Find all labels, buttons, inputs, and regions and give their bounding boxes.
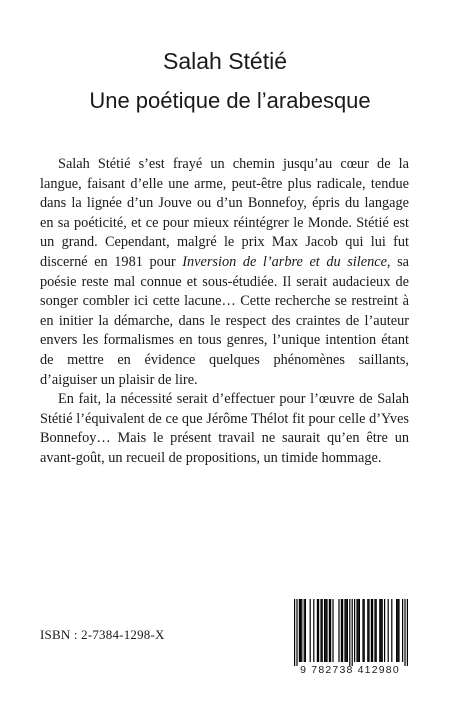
barcode-bar — [347, 599, 348, 662]
barcode-bar — [324, 599, 325, 662]
barcode-bar — [374, 599, 375, 662]
barcode-bar — [376, 599, 377, 662]
barcode-bar — [301, 599, 302, 662]
barcode-bar — [329, 599, 330, 662]
barcode-bar — [305, 599, 306, 662]
barcode-bar — [332, 599, 333, 662]
back-cover-blurb — [40, 155, 409, 469]
blurb-paragraph-2: En fait, la nécessité serait d’effectuer pour l’œuvre de Salah Stétié l’équivalent de ce que Jérôme Thélot fit pour celle d’Yves Bonnefoy… Mais le présent travail ne saurait qu’en être un avant-goût, un recueil de propositions, un timide hommage. — [40, 391, 409, 466]
barcode-bar — [326, 599, 327, 662]
barcode-bar — [382, 599, 383, 662]
book-subtitle: Une poétique de l’arabesque — [89, 88, 371, 113]
barcode-bar — [352, 599, 353, 666]
barcode-bar — [372, 599, 373, 662]
barcode-bar — [396, 599, 397, 662]
barcode-bar — [368, 599, 369, 662]
barcode-bar — [371, 599, 372, 662]
author-name: Salah Stétié — [162, 48, 288, 74]
barcode-bar — [322, 599, 323, 662]
barcode-bar — [294, 599, 295, 666]
barcode-bar — [296, 599, 297, 666]
barcode-bar — [354, 599, 355, 662]
barcode-bar — [338, 599, 339, 662]
barcode-bar — [349, 599, 350, 666]
barcode-bar — [358, 599, 359, 662]
barcode-bar — [310, 599, 311, 662]
barcode-number: 9 782738 412980 — [300, 664, 400, 676]
book-title-italic: Inversion de l’arbre et du silence — [182, 253, 387, 270]
barcode-bar — [320, 599, 321, 662]
barcode-bar — [318, 599, 319, 662]
barcode-bar — [384, 599, 385, 662]
barcode-bar — [407, 599, 408, 666]
barcode-bar — [317, 599, 318, 662]
barcode-bar — [362, 599, 363, 662]
barcode-bar — [359, 599, 360, 662]
barcode-bar — [341, 599, 342, 662]
barcode-bar — [346, 599, 347, 662]
barcode-bar — [397, 599, 398, 662]
barcode-bar — [402, 599, 403, 662]
barcode-bar — [299, 599, 300, 662]
barcode-bar — [404, 599, 405, 666]
barcode — [288, 596, 412, 678]
barcode-bar — [356, 599, 357, 662]
barcode-bar — [342, 599, 343, 662]
blurb-text: , sa poésie reste mal connue et sous-étudiée. Il serait audacieux de songer combler ici cette lacune… Cette recherche se restreint à en initier la démarche, dans le respect des craintes de l’auteur envers les formalismes en tous genres, l’unique intention étant de mettre en évidence quelques phénomènes saillants, d’aiguiser un plaisir de lire. — [40, 253, 409, 388]
blurb-paragraph-1 — [40, 155, 409, 390]
barcode-bar — [300, 599, 301, 662]
barcode-bar — [313, 599, 314, 662]
barcode-bar — [325, 599, 326, 662]
isbn-label: ISBN : 2-7384-1298-X — [40, 627, 165, 642]
barcode-bar — [380, 599, 381, 662]
barcode-bar — [388, 599, 389, 662]
barcode-bar — [398, 599, 399, 662]
barcode-bars — [288, 596, 412, 666]
barcode-bar — [330, 599, 331, 662]
blurb-text: Salah Stétié s’est frayé un chemin jusqu’au cœur de la langue, faisant d’elle une arme, peut-être plus radicale, tendue dans la lignée d’un Jouve ou d’un Bonnefoy, épris du langage en sa poéticité, et ce pour mieux réintégrer le Monde. Stétié est un grand. Cependant, malgré le prix Max Jacob qui lui fut discerné en 1981 pour — [40, 156, 409, 270]
barcode-bar — [344, 599, 345, 662]
barcode-bar — [391, 599, 392, 662]
barcode-bar — [379, 599, 380, 662]
barcode-bar — [364, 599, 365, 662]
barcode-bar — [367, 599, 368, 662]
barcode-bar — [304, 599, 305, 662]
